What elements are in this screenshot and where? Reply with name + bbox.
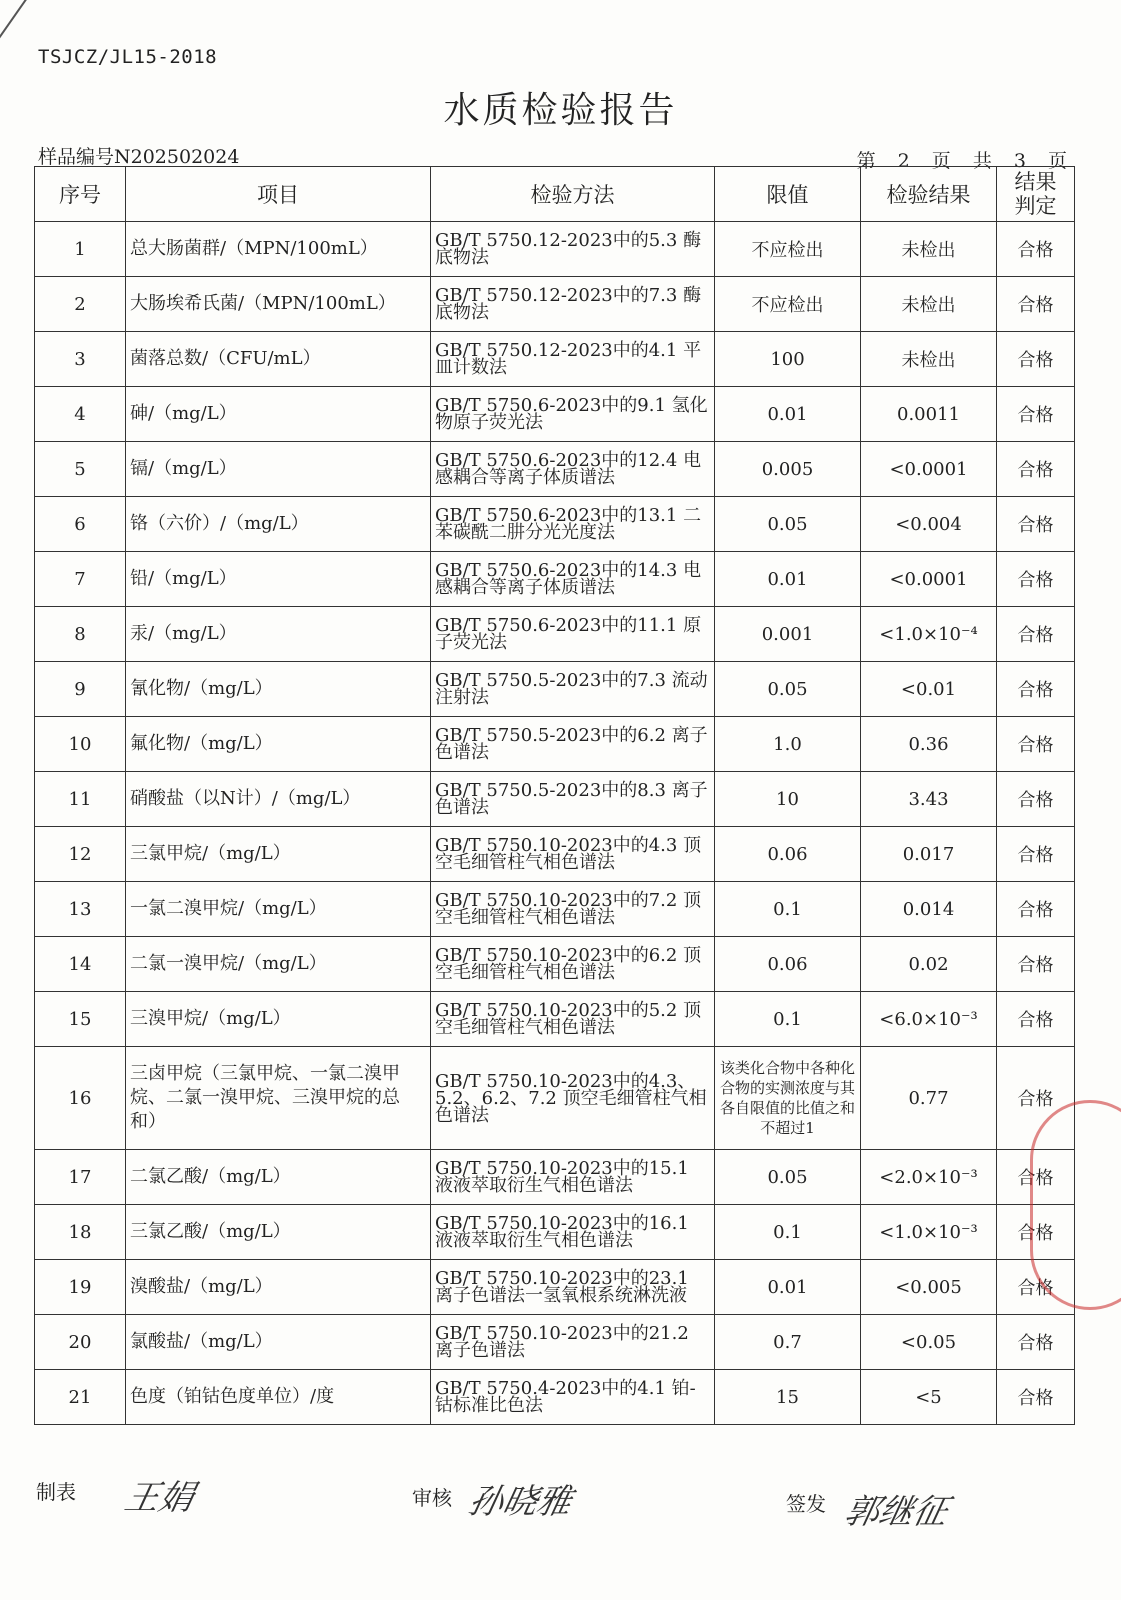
row-number: 19: [35, 1260, 126, 1315]
row-limit: 10: [715, 772, 861, 827]
row-method: GB/T 5750.10-2023中的5.2 顶空毛细管柱气相色谱法: [431, 992, 715, 1047]
row-judgement: 合格: [997, 1315, 1075, 1370]
row-number: 7: [35, 552, 126, 607]
row-judgement: 合格: [997, 222, 1075, 277]
sample-number: 样品编号N202502024: [38, 146, 240, 168]
row-result: <0.0001: [861, 552, 997, 607]
row-judgement: 合格: [997, 882, 1075, 937]
row-judgement: 合格: [997, 717, 1075, 772]
row-method: GB/T 5750.10-2023中的16.1 液液萃取衍生气相色谱法: [431, 1205, 715, 1260]
row-judgement: 合格: [997, 992, 1075, 1047]
row-method: GB/T 5750.10-2023中的15.1 液液萃取衍生气相色谱法: [431, 1150, 715, 1205]
row-limit: 0.7: [715, 1315, 861, 1370]
row-item: 铬（六价）/（mg/L）: [126, 497, 431, 552]
row-limit: 1.0: [715, 717, 861, 772]
row-judgement: 合格: [997, 827, 1075, 882]
row-number: 9: [35, 662, 126, 717]
table-row: [35, 1260, 1075, 1315]
table-row: [35, 387, 1075, 442]
header-limit: 限值: [715, 167, 861, 222]
issued-by-signature: 郭继征: [841, 1492, 952, 1532]
header-item: 项目: [126, 167, 431, 222]
row-item: 一氯二溴甲烷/（mg/L）: [126, 882, 431, 937]
row-item: 二氯一溴甲烷/（mg/L）: [126, 937, 431, 992]
row-limit: 该类化合物中各种化合物的实测浓度与其各自限值的比值之和不超过1: [715, 1047, 861, 1150]
row-method: GB/T 5750.12-2023中的4.1 平皿计数法: [431, 332, 715, 387]
table-row: [35, 827, 1075, 882]
row-result: 未检出: [861, 222, 997, 277]
row-number: 18: [35, 1205, 126, 1260]
row-number: 10: [35, 717, 126, 772]
row-judgement: 合格: [997, 1047, 1075, 1150]
row-number: 1: [35, 222, 126, 277]
row-limit: 100: [715, 332, 861, 387]
table-row: [35, 277, 1075, 332]
row-method: GB/T 5750.6-2023中的9.1 氢化物原子荧光法: [431, 387, 715, 442]
row-item: 氯酸盐/（mg/L）: [126, 1315, 431, 1370]
row-number: 4: [35, 387, 126, 442]
row-result: 3.43: [861, 772, 997, 827]
row-method: GB/T 5750.4-2023中的4.1 铂-钴标准比色法: [431, 1370, 715, 1425]
row-result: <0.005: [861, 1260, 997, 1315]
row-method: GB/T 5750.10-2023中的23.1 离子色谱法一氢氧根系统淋洗液: [431, 1260, 715, 1315]
header-result: 检验结果: [861, 167, 997, 222]
row-number: 3: [35, 332, 126, 387]
row-limit: 0.1: [715, 992, 861, 1047]
header-method: 检验方法: [431, 167, 715, 222]
row-method: GB/T 5750.10-2023中的6.2 顶空毛细管柱气相色谱法: [431, 937, 715, 992]
row-result: 未检出: [861, 277, 997, 332]
reviewed-by-label: 审核: [412, 1486, 452, 1510]
row-limit: 0.01: [715, 552, 861, 607]
row-limit: 0.005: [715, 442, 861, 497]
row-limit: 0.06: [715, 827, 861, 882]
row-limit: 0.05: [715, 497, 861, 552]
row-limit: 不应检出: [715, 222, 861, 277]
row-result: 0.02: [861, 937, 997, 992]
row-item: 氟化物/（mg/L）: [126, 717, 431, 772]
header-judge-line1: 结果: [1014, 170, 1057, 194]
row-method: GB/T 5750.10-2023中的21.2 离子色谱法: [431, 1315, 715, 1370]
row-item: 铅/（mg/L）: [126, 552, 431, 607]
table-row: [35, 882, 1075, 937]
row-method: GB/T 5750.10-2023中的4.3、5.2、6.2、7.2 顶空毛细管柱气相色谱法: [431, 1047, 715, 1150]
official-stamp: [1030, 1100, 1121, 1310]
row-item: 二氯乙酸/（mg/L）: [126, 1150, 431, 1205]
row-number: 17: [35, 1150, 126, 1205]
row-number: 13: [35, 882, 126, 937]
row-number: 21: [35, 1370, 126, 1425]
row-method: GB/T 5750.5-2023中的6.2 离子色谱法: [431, 717, 715, 772]
row-result: 0.36: [861, 717, 997, 772]
row-judgement: 合格: [997, 332, 1075, 387]
row-number: 14: [35, 937, 126, 992]
table-row: [35, 1315, 1075, 1370]
row-judgement: 合格: [997, 772, 1075, 827]
row-method: GB/T 5750.6-2023中的14.3 电感耦合等离子体质谱法: [431, 552, 715, 607]
row-judgement: 合格: [997, 1205, 1075, 1260]
reviewed-by-signature: 孙晓雅: [465, 1482, 576, 1522]
prepared-by-label: 制表: [36, 1480, 76, 1504]
row-result: 0.77: [861, 1047, 997, 1150]
row-judgement: 合格: [997, 662, 1075, 717]
row-method: GB/T 5750.6-2023中的13.1 二苯碳酰二肼分光光度法: [431, 497, 715, 552]
row-result: <1.0×10⁻³: [861, 1205, 997, 1260]
row-judgement: 合格: [997, 1150, 1075, 1205]
row-item: 氰化物/（mg/L）: [126, 662, 431, 717]
row-item: 三溴甲烷/（mg/L）: [126, 992, 431, 1047]
page-title: 水质检验报告: [443, 90, 678, 131]
row-item: 三氯乙酸/（mg/L）: [126, 1205, 431, 1260]
row-item: 溴酸盐/（mg/L）: [126, 1260, 431, 1315]
row-method: GB/T 5750.5-2023中的8.3 离子色谱法: [431, 772, 715, 827]
corner-mark: [0, 0, 32, 50]
row-item: 色度（铂钴色度单位）/度: [126, 1370, 431, 1425]
row-method: GB/T 5750.5-2023中的7.3 流动注射法: [431, 662, 715, 717]
table-header-row: [35, 167, 1075, 222]
row-result: <0.0001: [861, 442, 997, 497]
row-number: 20: [35, 1315, 126, 1370]
row-method: GB/T 5750.10-2023中的7.2 顶空毛细管柱气相色谱法: [431, 882, 715, 937]
table-row: [35, 222, 1075, 277]
row-item: 三氯甲烷/（mg/L）: [126, 827, 431, 882]
table-row: [35, 497, 1075, 552]
row-item: 菌落总数/（CFU/mL）: [126, 332, 431, 387]
table-row: [35, 1150, 1075, 1205]
row-number: 6: [35, 497, 126, 552]
row-number: 16: [35, 1047, 126, 1150]
table-row: [35, 1205, 1075, 1260]
row-result: <2.0×10⁻³: [861, 1150, 997, 1205]
table-row: [35, 607, 1075, 662]
table-row: [35, 772, 1075, 827]
row-limit: 15: [715, 1370, 861, 1425]
row-result: <6.0×10⁻³: [861, 992, 997, 1047]
row-result: <0.004: [861, 497, 997, 552]
row-item: 大肠埃希氏菌/（MPN/100mL）: [126, 277, 431, 332]
table-row: [35, 552, 1075, 607]
row-result: <0.05: [861, 1315, 997, 1370]
row-limit: 0.05: [715, 662, 861, 717]
table-row: [35, 332, 1075, 387]
row-result: 0.017: [861, 827, 997, 882]
row-item: 总大肠菌群/（MPN/100mL）: [126, 222, 431, 277]
row-method: GB/T 5750.6-2023中的12.4 电感耦合等离子体质谱法: [431, 442, 715, 497]
row-item: 三卤甲烷（三氯甲烷、一氯二溴甲烷、二氯一溴甲烷、三溴甲烷的总和）: [126, 1047, 431, 1150]
row-method: GB/T 5750.12-2023中的5.3 酶底物法: [431, 222, 715, 277]
table-row: [35, 992, 1075, 1047]
header-judge-line2: 判定: [1014, 194, 1057, 218]
row-item: 镉/（mg/L）: [126, 442, 431, 497]
row-result: 0.014: [861, 882, 997, 937]
row-method: GB/T 5750.12-2023中的7.3 酶底物法: [431, 277, 715, 332]
row-judgement: 合格: [997, 497, 1075, 552]
row-item: 汞/（mg/L）: [126, 607, 431, 662]
row-judgement: 合格: [997, 607, 1075, 662]
table-row: [35, 442, 1075, 497]
row-number: 15: [35, 992, 126, 1047]
table-row: [35, 1370, 1075, 1425]
row-item: 砷/（mg/L）: [126, 387, 431, 442]
row-number: 12: [35, 827, 126, 882]
row-method: GB/T 5750.6-2023中的11.1 原子荧光法: [431, 607, 715, 662]
header-judge: [997, 167, 1075, 222]
row-limit: 0.1: [715, 882, 861, 937]
document-code: TSJCZ/JL15-2018: [38, 46, 218, 68]
row-limit: 0.001: [715, 607, 861, 662]
header-no: 序号: [35, 167, 126, 222]
row-result: 未检出: [861, 332, 997, 387]
table-row: [35, 937, 1075, 992]
row-number: 8: [35, 607, 126, 662]
row-judgement: 合格: [997, 1260, 1075, 1315]
row-limit: 0.01: [715, 1260, 861, 1315]
issued-by-label: 签发: [786, 1492, 826, 1516]
table-row: [35, 662, 1075, 717]
table-row: [35, 717, 1075, 772]
row-limit: 0.06: [715, 937, 861, 992]
row-judgement: 合格: [997, 1370, 1075, 1425]
row-judgement: 合格: [997, 387, 1075, 442]
row-limit: 不应检出: [715, 277, 861, 332]
row-judgement: 合格: [997, 442, 1075, 497]
row-limit: 0.05: [715, 1150, 861, 1205]
row-result: <0.01: [861, 662, 997, 717]
row-item: 硝酸盐（以N计）/（mg/L）: [126, 772, 431, 827]
row-limit: 0.01: [715, 387, 861, 442]
row-result: <1.0×10⁻⁴: [861, 607, 997, 662]
row-judgement: 合格: [997, 277, 1075, 332]
row-number: 2: [35, 277, 126, 332]
row-result: <5: [861, 1370, 997, 1425]
row-judgement: 合格: [997, 552, 1075, 607]
prepared-by-signature: 王娟: [121, 1478, 198, 1518]
row-method: GB/T 5750.10-2023中的4.3 顶空毛细管柱气相色谱法: [431, 827, 715, 882]
row-number: 11: [35, 772, 126, 827]
row-limit: 0.1: [715, 1205, 861, 1260]
table-row: [35, 1047, 1075, 1150]
row-result: 0.0011: [861, 387, 997, 442]
row-number: 5: [35, 442, 126, 497]
results-table: [34, 166, 1075, 1425]
row-judgement: 合格: [997, 937, 1075, 992]
page-indicator: 第 2 页 共 3 页: [856, 150, 1069, 172]
